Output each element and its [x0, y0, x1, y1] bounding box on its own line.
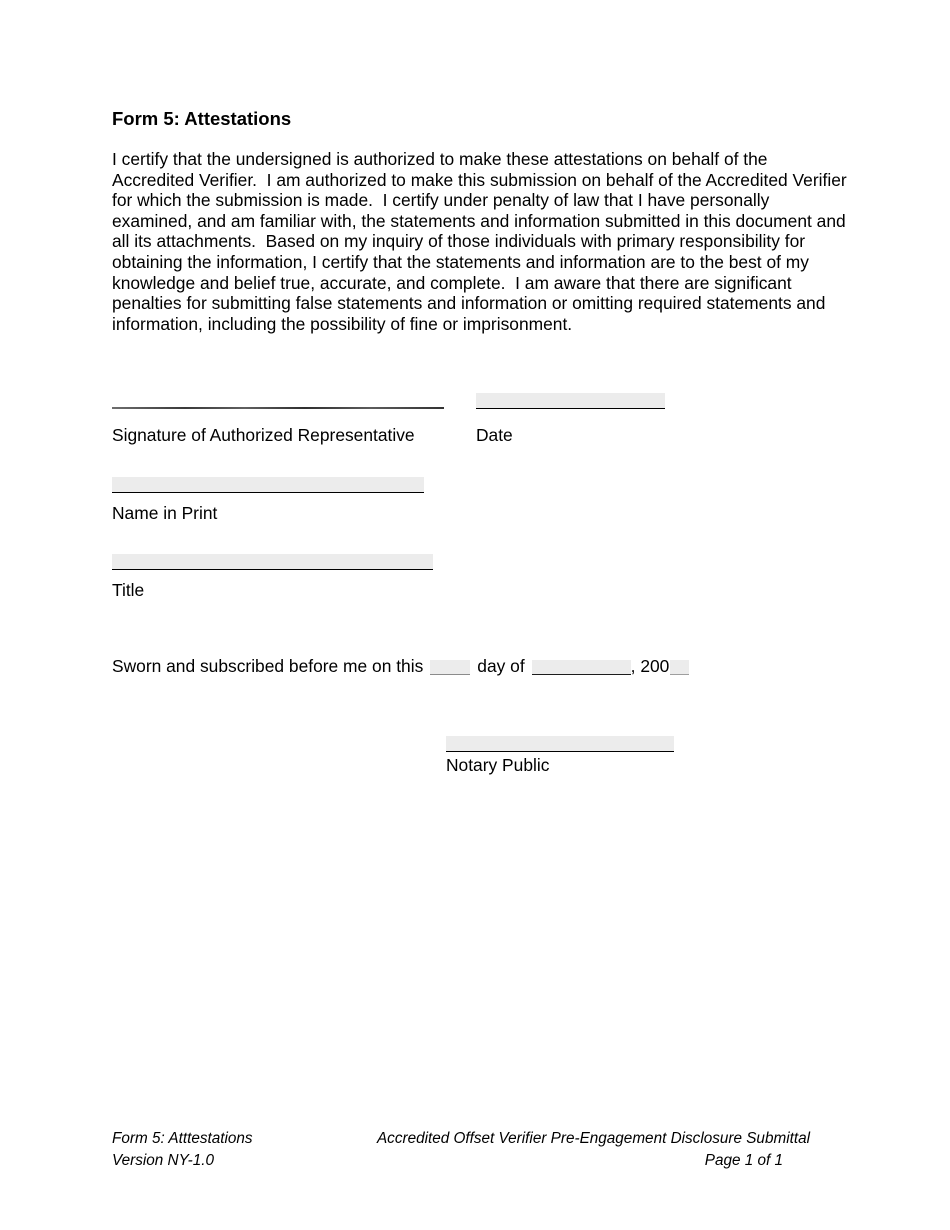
sworn-month-field[interactable] [532, 660, 631, 675]
certification-paragraph: I certify that the undersigned is authorized to make these attestations on behalf of the Accredited Verifier. I am authorized to make this submission on behalf of the Accredited Verifier for which the submission is made. I certify under penalty of law that I have personally examined, and am familiar with, the statements and information submitted in this document and all its attachments. Based on my inquiry of those individuals with primary responsibility for obtaining the information, I certify that the statements and information are to the best of my knowledge and belief true, accurate, and complete. I am aware that there are significant penalties for submitting false statements and information or omitting required statements and information, including the possibility of fine or imprisonment. [112, 149, 852, 334]
footer-right [377, 1128, 810, 1173]
sworn-statement-line [112, 656, 689, 677]
sworn-text-before-day: Sworn and subscribed before me on this [112, 656, 424, 676]
date-label: Date [476, 425, 513, 445]
page-title: Form 5: Attestations [112, 108, 292, 129]
signature-label: Signature of Authorized Representative [112, 425, 415, 445]
name-in-print-field[interactable] [112, 477, 424, 493]
title-field[interactable] [112, 554, 433, 570]
date-field[interactable] [476, 393, 665, 409]
footer-version: Version NY-1.0 [112, 1152, 215, 1170]
title-label: Title [112, 580, 145, 600]
sworn-day-field[interactable] [430, 660, 470, 675]
sworn-text-year-prefix: , 200 [630, 656, 670, 676]
signature-line [112, 407, 444, 409]
sworn-text-day-of: day of [477, 656, 525, 676]
footer-page-info: Page 1 of 1 [704, 1152, 783, 1170]
footer-form-name: Form 5: Atttestations [112, 1130, 253, 1147]
notary-public-field[interactable] [446, 736, 674, 752]
sworn-year-field[interactable] [670, 660, 689, 675]
footer-left [112, 1128, 253, 1173]
notary-public-label: Notary Public [446, 755, 550, 775]
footer-document-title: Accredited Offset Verifier Pre-Engagement Disclosure Submittal [376, 1130, 810, 1147]
name-in-print-label: Name in Print [112, 503, 218, 523]
